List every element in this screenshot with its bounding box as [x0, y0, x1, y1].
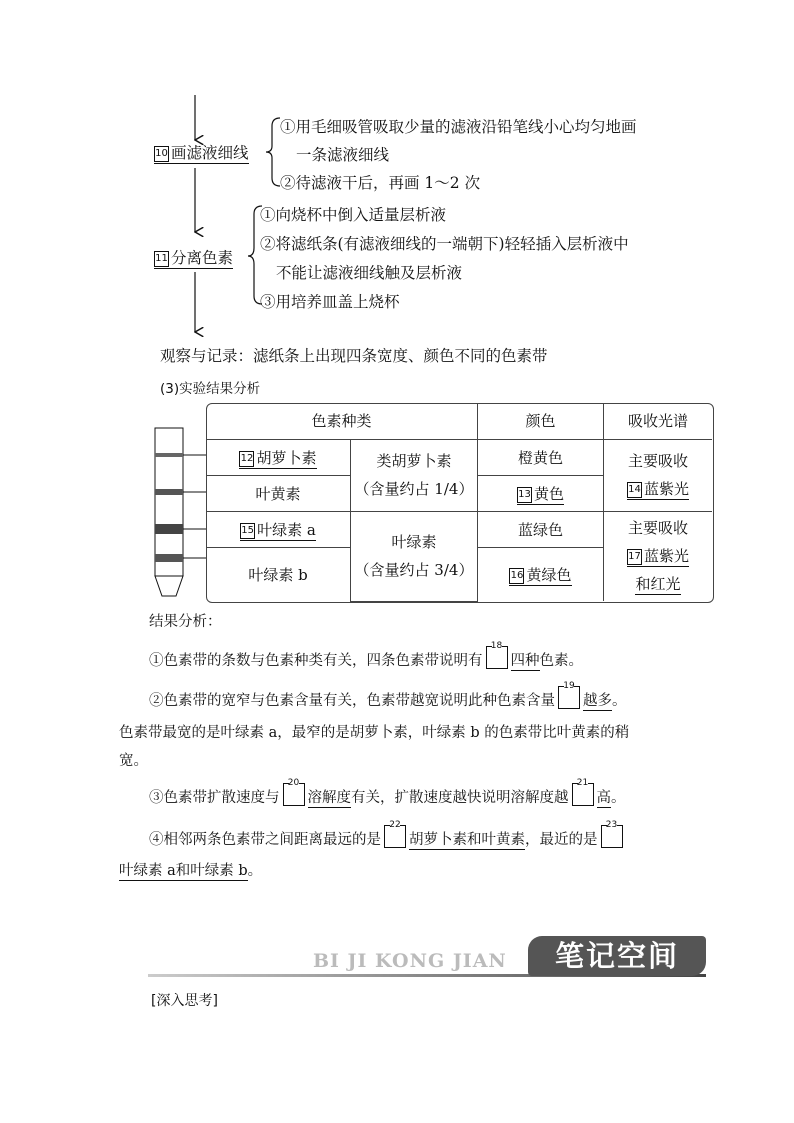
step11-label: 11 分离色素 [155, 249, 234, 267]
banner-pinyin: BI JI KONG JIAN [313, 950, 507, 972]
answer-22: 胡萝卜素和叶黄素 [409, 832, 525, 848]
cell-color-yellowgreen: 16 黄绿色 [478, 547, 604, 601]
cell-group-carotenoid: 类胡萝卜素 （含量约占 1/4） [351, 439, 478, 511]
step11-item-1: ①向烧杯中倒入适量层析液 [260, 206, 447, 224]
pigment-band-carotene [155, 453, 183, 457]
brace-10 [266, 118, 280, 186]
step11-item-2: ②将滤纸条(有滤液细线的一端朝下)轻轻插入层析液中 [260, 235, 629, 253]
notes-banner [148, 936, 706, 978]
header-pigment: 色素种类 [206, 403, 478, 439]
cell-chlorophyll-b: 叶绿素 b [206, 547, 351, 601]
answer-18: 四种 [510, 653, 540, 669]
cell-group-chlorophyll: 叶绿素 （含量约占 3/4） [351, 511, 478, 601]
step11-item-3: ③用培养皿盖上烧杯 [260, 293, 400, 311]
analysis-p4-line2: 叶绿素 a和叶绿素 b。 [119, 863, 263, 879]
analysis-p4: ④相邻两条色素带之间距离最远的是 22 胡萝卜素和叶黄素，最近的是 23 [149, 825, 626, 849]
answer-19: 越多 [583, 693, 612, 709]
step-number-10: 10 [154, 146, 169, 162]
step10-label: 10 画滤液细线 [155, 144, 249, 162]
step10-item-1: ①用毛细吸管吸取少量的滤液沿铅笔线小心均匀地画 [280, 118, 637, 136]
analysis-p1: ①色素带的条数与色素种类有关，四条色素带说明有 18 四种色素。 [149, 641, 583, 669]
answer-21: 高 [596, 790, 611, 806]
analysis-title: 结果分析： [149, 614, 222, 630]
observe-text: 观察与记录：滤纸条上出现四条宽度、颜色不同的色素带 [160, 347, 548, 365]
step11-item-2-cont: 不能让滤液细线触及层析液 [276, 264, 463, 282]
chromatography-strip [150, 424, 212, 600]
header-spectrum: 吸收光谱 [604, 403, 713, 439]
pigment-band-xanthophyll [155, 489, 183, 495]
cell-spectrum-2: 主要吸收 17 蓝紫光 和红光 [604, 511, 713, 601]
step10-item-1-cont: 一条滤液细线 [296, 146, 390, 164]
step-number-11: 11 [154, 251, 169, 267]
answer-box-22: 22 [384, 825, 406, 848]
result-table-frame [206, 403, 714, 603]
analysis-p2-line2: 色素带最宽的是叶绿素 a，最窄的是胡萝卜素，叶绿素 b 的色素带比叶黄素的稍 [119, 725, 630, 741]
step10-item-2: ②待滤液干后，再画 1～2 次 [280, 174, 481, 192]
deep-thinking-label: [深入思考] [151, 993, 218, 1009]
result-table [206, 403, 712, 602]
cell-color-bluegreen: 蓝绿色 [478, 511, 604, 547]
answer-box-19: 19 [558, 686, 580, 709]
analysis-p2-line3: 宽。 [119, 753, 148, 769]
answer-20: 溶解度 [307, 790, 351, 806]
cell-xanthophyll: 叶黄素 [206, 475, 351, 511]
cell-carotene: 12 胡萝卜素 [206, 439, 351, 475]
pigment-band-chlorophyll-b [155, 554, 183, 562]
answer-box-21: 21 [572, 783, 594, 806]
section-title: (3)实验结果分析 [160, 381, 261, 397]
analysis-p2: ②色素带的宽窄与色素含量有关，色素带越宽说明此种色素含量 19 越多。 [149, 681, 627, 709]
banner-title-box [528, 936, 706, 976]
cell-color-orange: 橙黄色 [478, 439, 604, 475]
cell-chlorophyll-a: 15 叶绿素 a [206, 511, 351, 547]
header-color: 颜色 [478, 403, 604, 439]
cell-color-yellow: 13 黄色 [478, 475, 604, 511]
analysis-p3: ③色素带扩散速度与 20 溶解度有关，扩散速度越快说明溶解度越 21 高。 [149, 778, 626, 806]
cell-spectrum-1: 主要吸收 14 蓝紫光 [604, 439, 713, 511]
answer-box-18: 18 [486, 646, 508, 669]
pigment-band-chlorophyll-a [155, 524, 183, 534]
answer-box-23: 23 [601, 825, 623, 848]
banner-title: 笔记空间 [554, 939, 679, 973]
answer-box-20: 20 [283, 783, 305, 806]
answer-23: 叶绿素 a和叶绿素 b [119, 863, 248, 879]
